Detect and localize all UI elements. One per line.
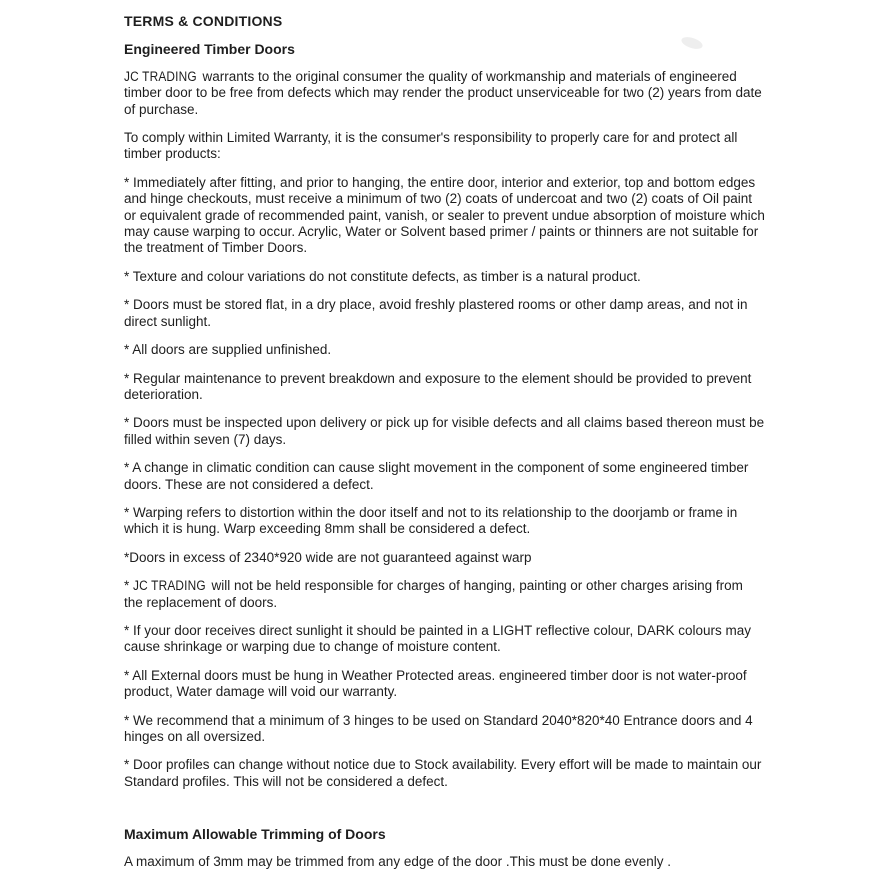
bullet-supplied-unfinished: * All doors are supplied unfinished.: [124, 342, 332, 358]
bullet-texture-variations: * Texture and colour variations do not constitute defects, as timber is a natural product.: [124, 268, 641, 284]
bullet-sunlight-paint-colour: * If your door receives direct sunlight it should be painted in a LIGHT reflective colour, DARK colours may cause shrinkage or warping due to change of moisture content.: [124, 622, 752, 655]
bullet-painting-requirements: * Immediately after fitting, and prior to hanging, the entire door, interior and exterior, top and bottom edges and hinge checkouts, must receive a minimum of two (2) coats of undercoat and two (2) coats of Oil paint or equivalent grade of recommended paint, vanish, or sealer to prevent undue absorption of moisture which may cause warping to occur. Acrylic, Water or Solvent based primer / paints or thinners are not suitable for the treatment of Timber Doors.: [124, 174, 765, 256]
trimming-paragraph: A maximum of 3mm may be trimmed from any edge of the door .This must be done evenly .: [124, 853, 671, 869]
bullet-asterisk: *: [124, 578, 134, 594]
bullet-weather-protection: * All External doors must be hung in Weather Protected areas. engineered timber door is not water-proof product, Water damage will void our warranty.: [124, 667, 747, 700]
page-title: TERMS & CONDITIONS: [124, 13, 283, 29]
section-heading-maximum-trimming: Maximum Allowable Trimming of Doors: [124, 826, 386, 843]
bullet-regular-maintenance: * Regular maintenance to prevent breakdown and exposure to the element should be provided to prevent deterioration.: [124, 370, 752, 402]
intro-paragraph-text: warrants to the original consumer the quality of workmanship and materials of engineered timber door to be free from defects which may render the product unserviceable for two (2) years from date of purchase.: [124, 68, 762, 117]
bullet-hinge-recommendation: * We recommend that a minimum of 3 hinges to be used on Standard 2040*820*40 Entrance doors and 4 hinges on all oversized.: [124, 712, 753, 744]
bullet-replacement-charges: [124, 578, 765, 611]
bullet-inspection-on-delivery: * Doors must be inspected upon delivery or pick up for visible defects and all claims based thereon must be filled within seven (7) days.: [124, 415, 765, 447]
section-heading-engineered-timber-doors: Engineered Timber Doors: [124, 41, 295, 58]
bullet-profile-changes: * Door profiles can change without notice due to Stock availability. Every effort will be made to maintain our Standard profiles. This will not be considered a defect.: [124, 757, 762, 789]
brand-name: JC TRADING: [124, 68, 197, 84]
bullet-climatic-movement: * A change in climatic condition can cause slight movement in the component of some engineered timber doors. These are not considered a defect.: [124, 460, 749, 492]
bullet-replacement-charges-text: will not be held responsible for charges of hanging, painting or other charges arising from the replacement of doors.: [124, 578, 743, 610]
bullet-storage: * Doors must be stored flat, in a dry place, avoid freshly plastered rooms or other damp areas, and not in direct sunlight.: [124, 297, 748, 329]
bullet-warping-definition: * Warping refers to distortion within the door itself and not to its relationship to the doorjamb or frame in which it is hung. Warp exceeding 8mm shall be considered a defect.: [124, 504, 738, 537]
brand-name: JC TRADING: [133, 578, 206, 594]
intro-paragraph: [124, 69, 765, 118]
bullet-oversize-warp: *Doors in excess of 2340*920 wide are not guaranteed against warp: [124, 549, 532, 565]
care-intro-paragraph: To comply within Limited Warranty, it is the consumer's responsibility to properly care for and protect all timber products:: [124, 130, 738, 162]
